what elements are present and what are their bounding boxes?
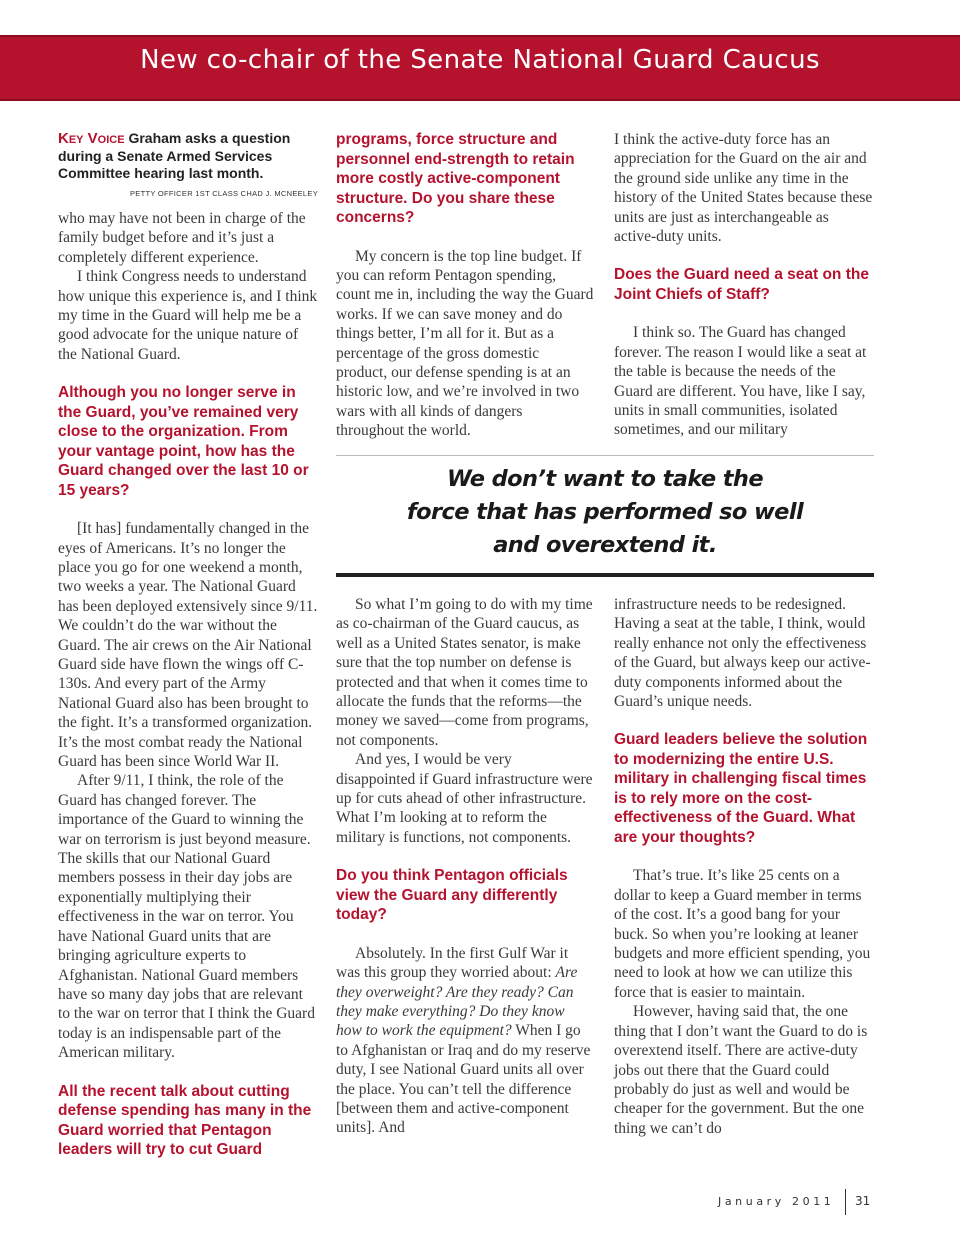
body-paragraph: That’s true. It’s like 25 cents on a dollar to keep a Guard member in terms of the cost. It’s a good bang for your buck. So when you’re looking at leaner budgets and more efficient spending, you need to look at how we can utilize this force that is easier to maintain. <box>614 867 871 1001</box>
caption-key-label: Key Voice <box>58 130 125 147</box>
interview-question: Although you no longer serve in the Guard, you’ve remained very close to the organization. From your vantage point, how has the Guard changed over the last 10 or 15 years? <box>58 384 309 499</box>
caption-text: Graham asks a question during a Senate Armed Services Committee hearing last month. <box>58 130 291 181</box>
page-number: 31 <box>855 1194 871 1208</box>
column-1 <box>58 130 318 1160</box>
pull-quote <box>336 463 874 562</box>
interview-question: Does the Guard need a seat on the Joint Chiefs of Staff? <box>614 266 869 303</box>
column-3-bottom <box>614 595 874 1138</box>
pullquote-bottom-rule <box>336 573 874 577</box>
interview-question: All the recent talk about cutting defense spending has many in the Guard worried that Pentagon leaders will try to cut Guard <box>58 1082 312 1159</box>
body-paragraph: who may have not been in charge of the family budget before and it’s just a completely different experience. <box>58 209 306 266</box>
pullquote-top-rule <box>336 455 874 456</box>
body-paragraph: So what I’m going to do with my time as co-chairman of the Guard caucus, as well as a United States senator, is make sure that the top number on defense is protected and that when it comes time to allocate the funds that the reforms—the money we saved—come from programs, not components. <box>336 596 593 749</box>
body-paragraph: My concern is the top line budget. If you can reform Pentagon spending, count me in, including the way the Guard works. If we can save money and do things better, I’m all for it. But as a percentage of the gross domestic product, our defense spending is at an historic low, and we’re involved in two wars with all kinds of dangers throughout the world. <box>336 247 594 440</box>
answer-text: Absolutely. In the first Gulf War it was this group they worried about: <box>336 944 569 982</box>
column-2-top <box>336 130 594 441</box>
body-paragraph: After 9/11, I think, the role of the Guard has changed forever. The importance of the Guard to winning the war on terrorism is just beyond measure. The skills that our National Guard members possess in their day jobs are exponentially multiplying their effectiveness in the war on terror. You have National Guard units that are bringing agriculture experts to Afghanistan. National Guard members have so many day jobs that are relevant to the war on terror that I think the Guard today is an indispensable part of the American military. <box>58 772 315 1062</box>
section-banner <box>0 35 960 101</box>
pullquote-line: We don’t want to take the <box>446 466 764 492</box>
issue-date: January 2011 <box>718 1195 835 1208</box>
interview-question: Guard leaders believe the solution to modernizing the entire U.S. military in challenging fiscal times is to rely more on the cost-effectiveness of the Guard. What are your thoughts? <box>614 731 868 846</box>
photo-caption <box>58 130 318 183</box>
body-paragraph <box>336 944 594 1138</box>
answer-italic-text: Are they overweight? Are they ready? Can they make everything? Do they know how to work the equipment? <box>336 964 578 1040</box>
interview-question: programs, force structure and personnel end-strength to retain more costly active-component structure. Do you share these concerns? <box>336 131 575 226</box>
body-paragraph: I think so. The Guard has changed forever. The reason I would like a seat at the table is because the needs of the Guard are different. You have, like I say, units in small communities, isolated sometimes, and our military <box>614 324 867 439</box>
column-3-top <box>614 130 874 440</box>
answer-text: When I go to Afghanistan or Iraq and do my reserve duty, I see National Guard units all over the place. You can’t tell the difference [between them and active-component units]. And <box>336 1022 591 1137</box>
pullquote-line: and overextend it. <box>493 532 717 558</box>
photo-credit: PETTY OFFICER 1ST CLASS CHAD J. MCNEELEY <box>129 188 318 198</box>
footer-divider <box>845 1189 846 1215</box>
body-paragraph: I think Congress needs to understand how unique this experience is, and I think my time in the Guard will help me be a good advocate for the unique nature of the National Guard. <box>58 268 318 363</box>
column-2-bottom <box>336 595 594 1138</box>
body-paragraph: And yes, I would be very disappointed if Guard infrastructure were up for cuts ahead of other infrastructure. What I’m looking at to reform the military is functions, not components. <box>336 751 593 846</box>
interview-question: Do you think Pentagon officials view the Guard any differently today? <box>336 867 568 924</box>
body-paragraph: I think the active-duty force has an appreciation for the Guard on the air and the ground side unlike any time in the history of the United States because these units are just as interchangeable as active-duty units. <box>614 131 873 246</box>
pullquote-line: force that has performed so well <box>406 499 804 525</box>
banner-title: New co-chair of the Senate National Guard Caucus <box>140 45 820 75</box>
body-paragraph: [It has] fundamentally changed in the eyes of Americans. It’s no longer the place you go for one weekend a month, two weeks a year. The National Guard has been deployed extensively since 9/11. We couldn’t do the war without the Guard. The air crews on the Air National Guard side have flown the wings off C-130s. And every part of the Army National Guard also has been brought to the fight. It’s a transformed organization. It’s the most combat ready the National Guard has been since World War II. <box>58 520 318 771</box>
body-paragraph: infrastructure needs to be redesigned. Having a seat at the table, I think, would really enhance not only the effectiveness of the Guard, but always keep our active-duty components informed about the Guard’s unique needs. <box>614 596 871 711</box>
body-paragraph: However, having said that, the one thing that I don’t want the Guard to do is overextend itself. There are active-duty jobs out there that the Guard could probably do just as well and would be cheaper for the government. But the one thing we can’t do <box>614 1003 868 1137</box>
